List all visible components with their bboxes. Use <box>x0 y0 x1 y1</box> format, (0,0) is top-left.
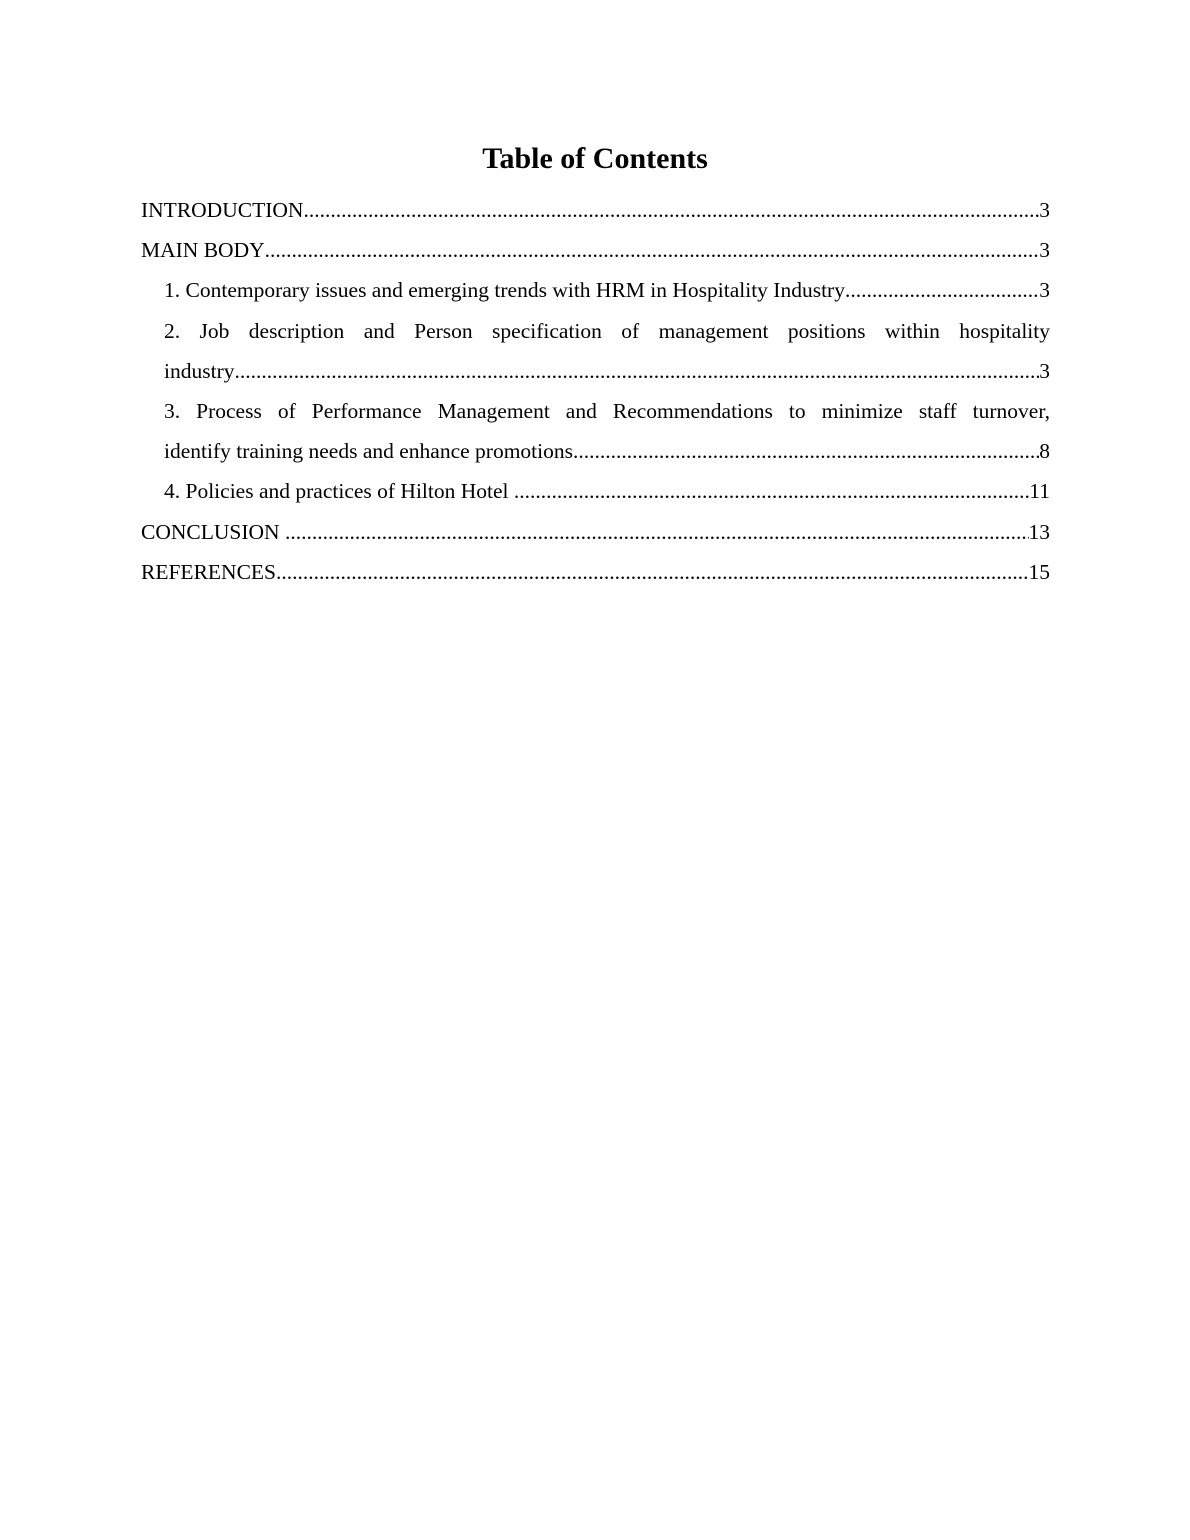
dot-leader <box>285 512 1029 552</box>
dot-leader <box>276 552 1029 592</box>
toc-entry-label: REFERENCES <box>141 559 276 584</box>
dot-leader <box>845 270 1039 310</box>
dot-leader <box>514 471 1029 511</box>
toc-entry-page: 8 <box>1039 439 1050 464</box>
toc-entry-introduction[interactable] <box>141 190 1050 230</box>
table-of-contents <box>141 190 1050 592</box>
toc-entry-page: 11 <box>1029 479 1050 504</box>
toc-entry-label: CONCLUSION <box>141 519 285 544</box>
toc-entry-contemporary-issues[interactable] <box>164 270 1050 310</box>
toc-entry-label: INTRODUCTION <box>141 198 304 222</box>
toc-entry-label: 4. Policies and practices of Hilton Hotel <box>164 479 514 504</box>
toc-entry-page: 3 <box>1039 278 1050 303</box>
toc-entry-performance-management[interactable] <box>164 391 1050 471</box>
dot-leader <box>234 351 1039 391</box>
toc-entry-references[interactable] <box>141 552 1050 592</box>
toc-entry-page: 3 <box>1039 358 1050 383</box>
toc-entry-job-description[interactable] <box>164 311 1050 391</box>
toc-entry-label-line1: 3. Process of Performance Management and Recommendations to minimize staff turnover, <box>164 399 1050 424</box>
toc-entry-label-line2: industry <box>164 358 235 383</box>
dot-leader <box>265 230 1040 270</box>
toc-entry-label-line1: 2. Job description and Person specification of management positions within hospitality <box>164 318 1050 343</box>
toc-entry-page: 13 <box>1028 519 1050 544</box>
toc-entry-page: 3 <box>1039 198 1050 222</box>
toc-title: Table of Contents <box>482 142 708 175</box>
toc-entry-label: 1. Contemporary issues and emerging trends with HRM in Hospitality Industry <box>164 278 845 303</box>
toc-entry-main-body[interactable] <box>141 230 1050 270</box>
toc-entry-conclusion[interactable] <box>141 512 1050 552</box>
toc-entry-label: MAIN BODY <box>141 238 265 263</box>
toc-entry-hilton-policies[interactable] <box>164 471 1050 511</box>
toc-entry-page: 15 <box>1028 559 1050 584</box>
dot-leader <box>303 190 1039 230</box>
toc-entry-label-line2: identify training needs and enhance promotions <box>164 439 573 464</box>
toc-entry-page: 3 <box>1039 238 1050 263</box>
dot-leader <box>573 431 1039 471</box>
